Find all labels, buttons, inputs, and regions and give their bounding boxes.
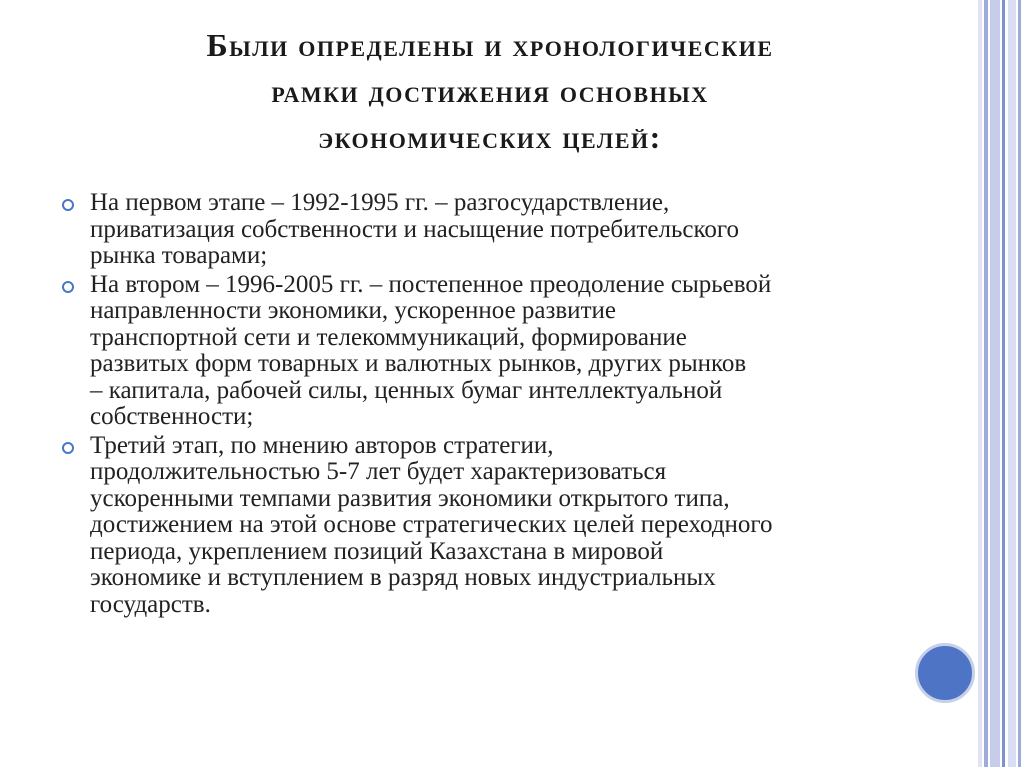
bullet-line: развитых форм товарных и валютных рынков, других рынков xyxy=(90,350,747,377)
bullet-list xyxy=(62,190,942,620)
hollow-circle-bullet-icon xyxy=(62,442,74,454)
bullet-line: транспортной сети и телекоммуникаций, формирование xyxy=(90,323,687,351)
bullet-line: приватизация собственности и насыщение потребительского xyxy=(90,215,740,243)
bullet-line: Третий этап, по мнению авторов стратегии, xyxy=(90,431,554,459)
stripe xyxy=(1002,0,1005,767)
decorative-stripes xyxy=(978,0,1024,767)
list-item xyxy=(62,433,942,619)
title-line: Были определены и хронологические xyxy=(206,27,774,63)
title-line: рамки достижения основных xyxy=(271,73,709,109)
bullet-line: ускоренными темпами развития экономики открытого типа, xyxy=(90,484,730,512)
slide-title xyxy=(40,22,940,160)
stripe xyxy=(978,0,982,767)
bullet-line: достижением на этой основе стратегических целей переходного xyxy=(90,511,773,538)
bullet-line: государств. xyxy=(90,590,211,618)
bullet-line: – капитала, рабочей силы, ценных бумаг интеллектуальной xyxy=(90,376,723,404)
bullet-line: продолжительностью 5-7 лет будет характеризоваться xyxy=(90,458,667,485)
stripe xyxy=(990,0,1000,767)
hollow-circle-bullet-icon xyxy=(62,199,74,211)
bullet-line: На первом этапе – 1992-1995 гг. – разгосударствление, xyxy=(90,189,670,216)
title-line: экономических целей: xyxy=(318,119,662,155)
hollow-circle-bullet-icon xyxy=(62,281,74,293)
bullet-line: направленности экономики, ускоренное развитие xyxy=(90,297,616,324)
stripe xyxy=(1008,0,1016,767)
list-item xyxy=(62,272,942,431)
bullet-line: рынка товарами; xyxy=(90,242,268,269)
stripe xyxy=(1018,0,1021,767)
list-item xyxy=(62,190,942,270)
decorative-circle-icon xyxy=(915,643,975,703)
bullet-line: экономике и вступлением в разряд новых индустриальных xyxy=(90,564,716,591)
bullet-line: На втором – 1996-2005 гг. – постепенное преодоление сырьевой xyxy=(90,270,772,298)
bullet-line: периода, укреплением позиций Казахстана в мировой xyxy=(90,537,664,565)
bullet-line: собственности; xyxy=(90,403,254,430)
stripe xyxy=(984,0,988,767)
